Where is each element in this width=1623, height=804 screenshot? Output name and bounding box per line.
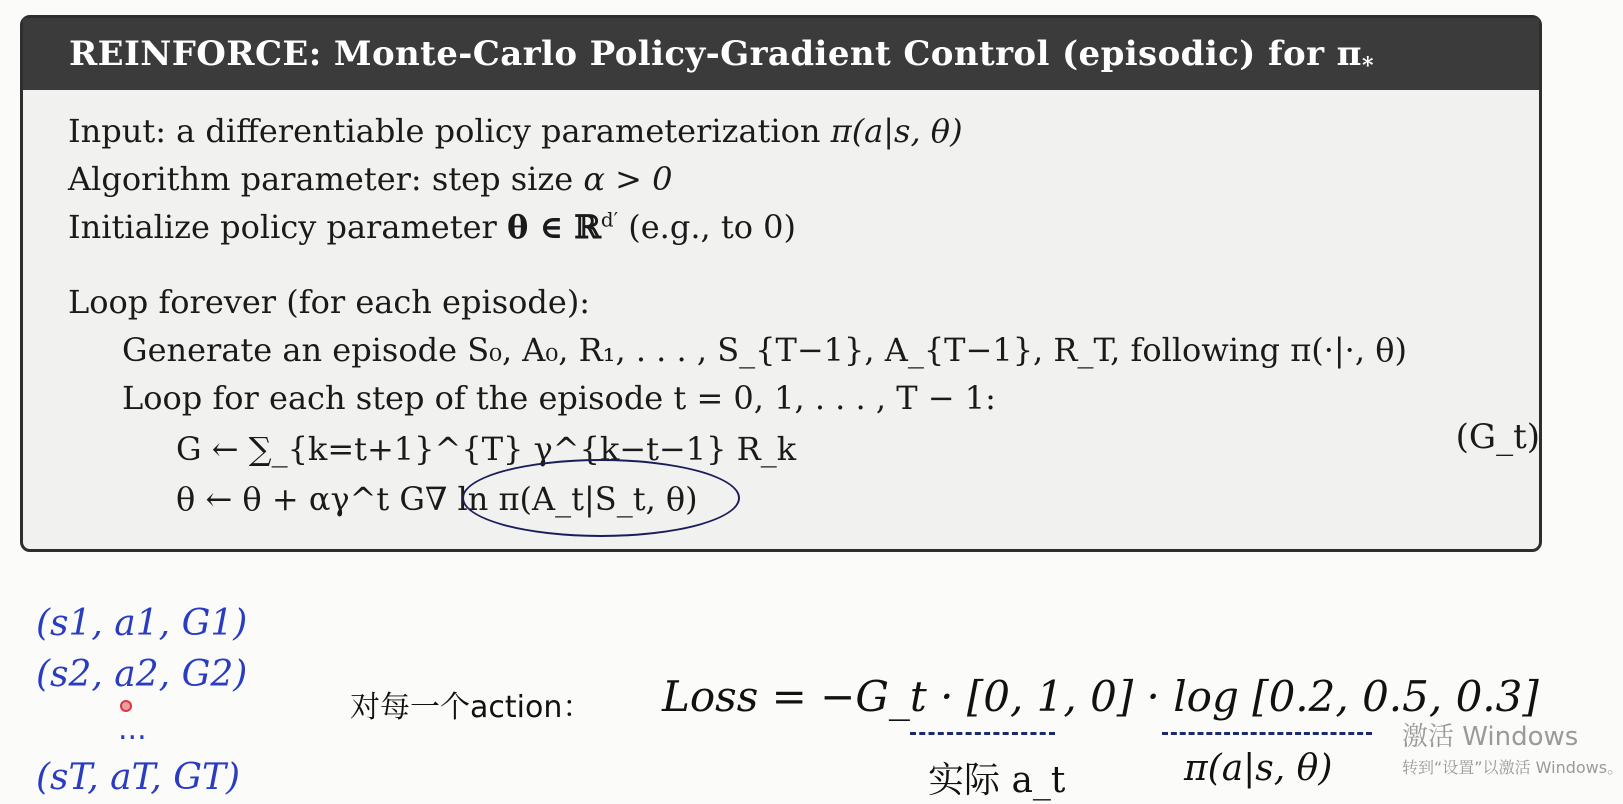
input-prefix: Input: a differentiable policy parameterization	[68, 112, 831, 150]
tuple-ellipsis: ...	[118, 712, 147, 747]
g-tag: (G_t)	[1455, 417, 1540, 457]
init-sup: d′	[600, 208, 619, 232]
g-update-line	[176, 430, 796, 468]
param-math: α > 0	[583, 160, 673, 198]
loop-line	[68, 283, 590, 321]
param-line	[68, 160, 673, 198]
watermark-line2: 转到“设置”以激活 Windows。	[1402, 758, 1623, 777]
input-line	[68, 112, 963, 150]
tuple-1: (s1, a1, G1)	[36, 603, 248, 644]
step-loop-line	[122, 379, 996, 417]
actual-action-label: 实际 a_t	[928, 760, 1066, 801]
tuple-T: (sT, aT, GT)	[36, 757, 241, 798]
watermark-line1: 激活 Windows	[1402, 722, 1579, 752]
loop-text: Loop forever (for each episode):	[68, 283, 591, 321]
each-action-label: 对每一个action：	[350, 690, 593, 725]
tuple-2: (s2, a2, G2)	[36, 654, 248, 695]
init-prefix: Initialize policy parameter	[68, 208, 507, 246]
init-line	[68, 208, 796, 246]
input-math: π(a|s, θ)	[830, 112, 963, 150]
generate-text: Generate an episode S₀, A₀, R₁, . . . , S_{T−1}, A_{T−1}, R_T, following π(·|·, θ)	[122, 331, 1407, 369]
init-suffix: (e.g., to 0)	[618, 208, 796, 246]
init-math: θ ∈ ℝ	[506, 208, 601, 246]
generate-line	[122, 331, 1407, 369]
g-update-text: G ← ∑_{k=t+1}^{T} γ^{k−t−1} R_k	[176, 430, 797, 468]
step-loop-text: Loop for each step of the episode t = 0, 1, . . . , T − 1:	[122, 379, 996, 417]
policy-label-text: π(a|s, θ)	[1184, 748, 1333, 789]
policy-underline	[1162, 732, 1372, 735]
actual-underline	[910, 732, 1055, 735]
algorithm-title-subscript: *	[1361, 53, 1374, 79]
param-prefix: Algorithm parameter: step size	[68, 160, 584, 198]
theta-update-text: θ ← θ + αγ^t G∇ ln π(A_t|S_t, θ)	[176, 480, 698, 518]
loss-formula-text: Loss = −G_t · [0, 1, 0] · log [0.2, 0.5, 0.3]	[662, 672, 1539, 721]
log-pi-ellipse-annotation	[462, 459, 740, 537]
algorithm-title	[23, 18, 1539, 90]
policy-label	[1184, 748, 1332, 789]
pointer-dot	[120, 700, 132, 712]
algorithm-title-text: REINFORCE: Monte-Carlo Policy-Gradient Control (episodic) for π	[69, 34, 1362, 74]
windows-activation-watermark	[1402, 716, 1623, 778]
loss-formula	[662, 672, 1539, 721]
